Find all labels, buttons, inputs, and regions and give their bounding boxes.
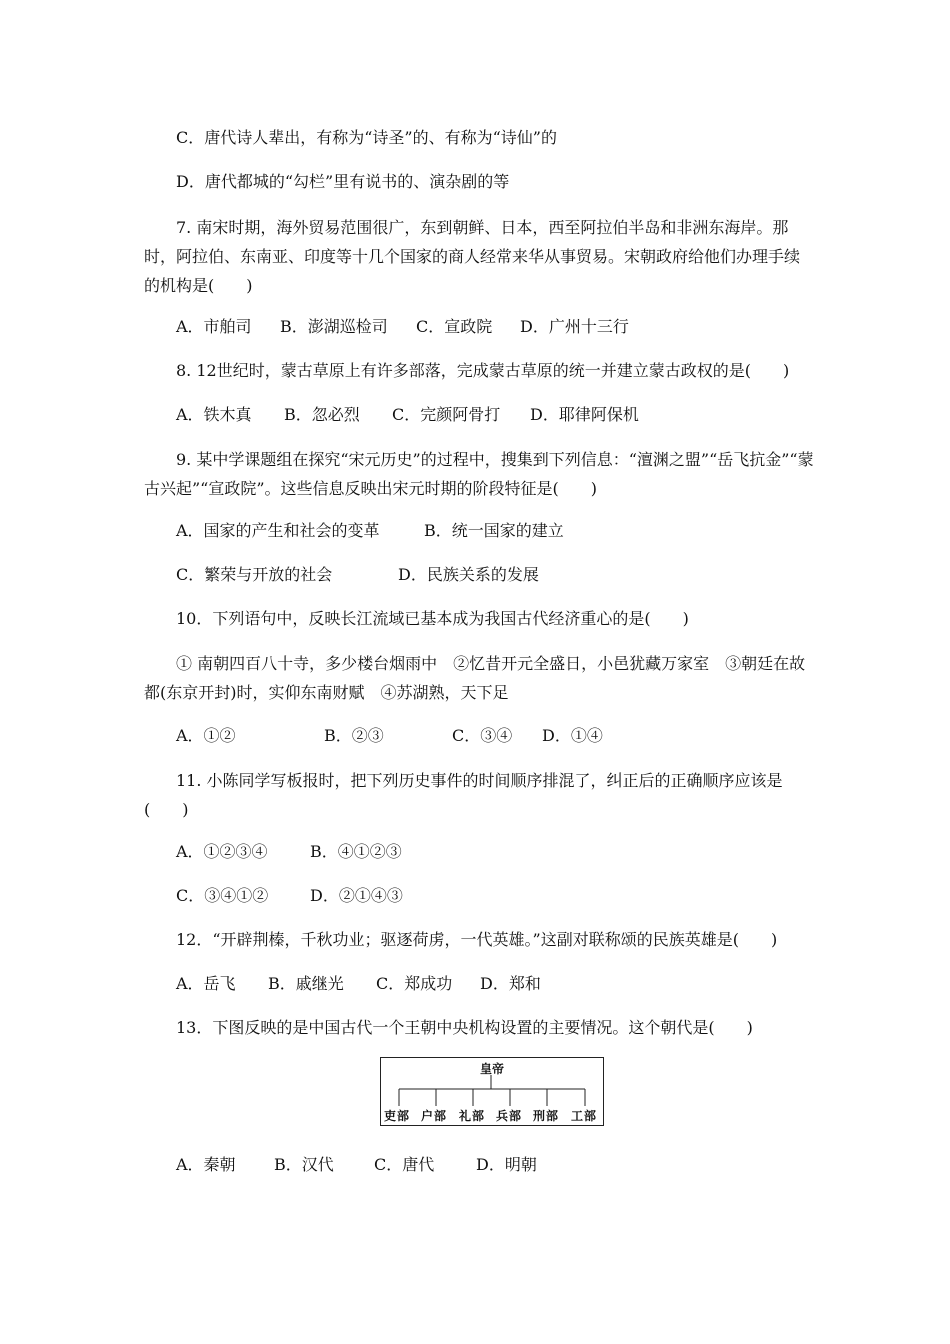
diagram-dept-justice: 刑部 — [533, 1109, 560, 1123]
q12-option-c: C．郑成功 — [376, 974, 453, 993]
q13-option-a: A．秦朝 — [176, 1155, 236, 1174]
q7-stem: 7. 南宋时期，海外贸易范围很广，东到朝鲜、日本，西至阿拉伯半岛和非洲东海岸。那时，阿拉伯、东南亚、印度等十几个国家的商人经常来华从事贸易。宋朝政府给他们办理手续的机构是( ) — [144, 218, 801, 295]
q12-stem: 12．“开辟荆榛，千秋功业；驱逐荷虏，一代英雄。”这副对联称颂的民族英雄是( ) — [176, 930, 778, 949]
q10-option-d: D．①④ — [542, 726, 603, 745]
q7-option-d: D．广州十三行 — [520, 317, 629, 336]
q8-option-b: B．忽必烈 — [284, 405, 360, 424]
q11-stem: 11. 小陈同学写板报时，把下列历史事件的时间顺序排混了，纠正后的正确顺序应该是( ) — [144, 771, 783, 819]
q9-option-b: B．统一国家的建立 — [424, 521, 564, 540]
q8-stem: 8. 12世纪时，蒙古草原上有许多部落，完成蒙古草原的统一并建立蒙古政权的是( ) — [176, 361, 790, 380]
diagram-dept-war: 兵部 — [496, 1109, 523, 1123]
q8-option-a: A．铁木真 — [176, 405, 252, 424]
q9-stem: 9. 某中学课题组在探究“宋元历史”的过程中，搜集到下列信息：“澶渊之盟”“岳飞抗金”“蒙古兴起”“宣政院”。这些信息反映出宋元时期的阶段特征是( ) — [144, 450, 814, 498]
q13-option-c: C．唐代 — [374, 1155, 435, 1174]
government-structure-diagram — [380, 1057, 604, 1126]
q9-option-d: D．民族关系的发展 — [398, 565, 539, 584]
q10-items: ① 南朝四百八十寺，多少楼台烟雨中 ②忆昔开元全盛日，小邑犹藏万家室 ③朝廷在故都(东京开封)时，实仰东南财赋 ④苏湖熟，天下足 — [144, 654, 806, 702]
q13-option-b: B．汉代 — [274, 1155, 334, 1174]
q12-option-b: B．戚继光 — [268, 974, 344, 993]
q10-option-c: C．③④ — [452, 726, 513, 745]
q11-option-b: B．④①②③ — [310, 842, 402, 861]
q10-option-a: A．①② — [176, 726, 236, 745]
q11-option-a: A．①②③④ — [176, 842, 268, 861]
q11-options-row2 — [176, 882, 846, 910]
diagram-emperor: 皇帝 — [479, 1062, 504, 1076]
q10-option-b: B．②③ — [324, 726, 384, 745]
diagram-dept-revenue: 户部 — [421, 1109, 448, 1123]
q8-option-d: D．耶律阿保机 — [530, 405, 639, 424]
q9-option-c: C．繁荣与开放的社会 — [176, 565, 333, 584]
q13-stem: 13．下图反映的是中国古代一个王朝中央机构设置的主要情况。这个朝代是( ) — [176, 1018, 753, 1037]
q7-option-b: B．澎湖巡检司 — [280, 317, 388, 336]
q13-option-d: D．明朝 — [476, 1155, 537, 1174]
q9-options-row1 — [176, 517, 846, 545]
q9-options-row2 — [176, 561, 846, 589]
q6-option-d: D．唐代都城的“勾栏”里有说书的、演杂剧的等 — [176, 172, 510, 191]
q6-option-c: C．唐代诗人辈出，有称为“诗圣”的、有称为“诗仙”的 — [176, 128, 557, 147]
q7-option-a: A．市舶司 — [176, 317, 252, 336]
diagram-dept-rites: 礼部 — [459, 1109, 486, 1123]
q12-options — [176, 970, 846, 998]
q11-option-c: C．③④①② — [176, 886, 269, 905]
q7-options — [176, 313, 846, 341]
q11-option-d: D．②①④③ — [310, 886, 403, 905]
q11-options-row1 — [176, 838, 846, 866]
q7-option-c: C．宣政院 — [416, 317, 493, 336]
diagram-dept-personnel: 吏部 — [384, 1109, 411, 1123]
q13-options — [176, 1151, 846, 1179]
q10-stem: 10．下列语句中，反映长江流域已基本成为我国古代经济重心的是( ) — [176, 609, 689, 628]
diagram-dept-works: 工部 — [571, 1109, 598, 1123]
q12-option-a: A．岳飞 — [176, 974, 236, 993]
q12-option-d: D．郑和 — [480, 974, 541, 993]
q8-option-c: C．完颜阿骨打 — [392, 405, 501, 424]
q8-options — [176, 401, 846, 429]
q9-option-a: A．国家的产生和社会的变革 — [176, 521, 380, 540]
q10-options — [176, 722, 846, 750]
